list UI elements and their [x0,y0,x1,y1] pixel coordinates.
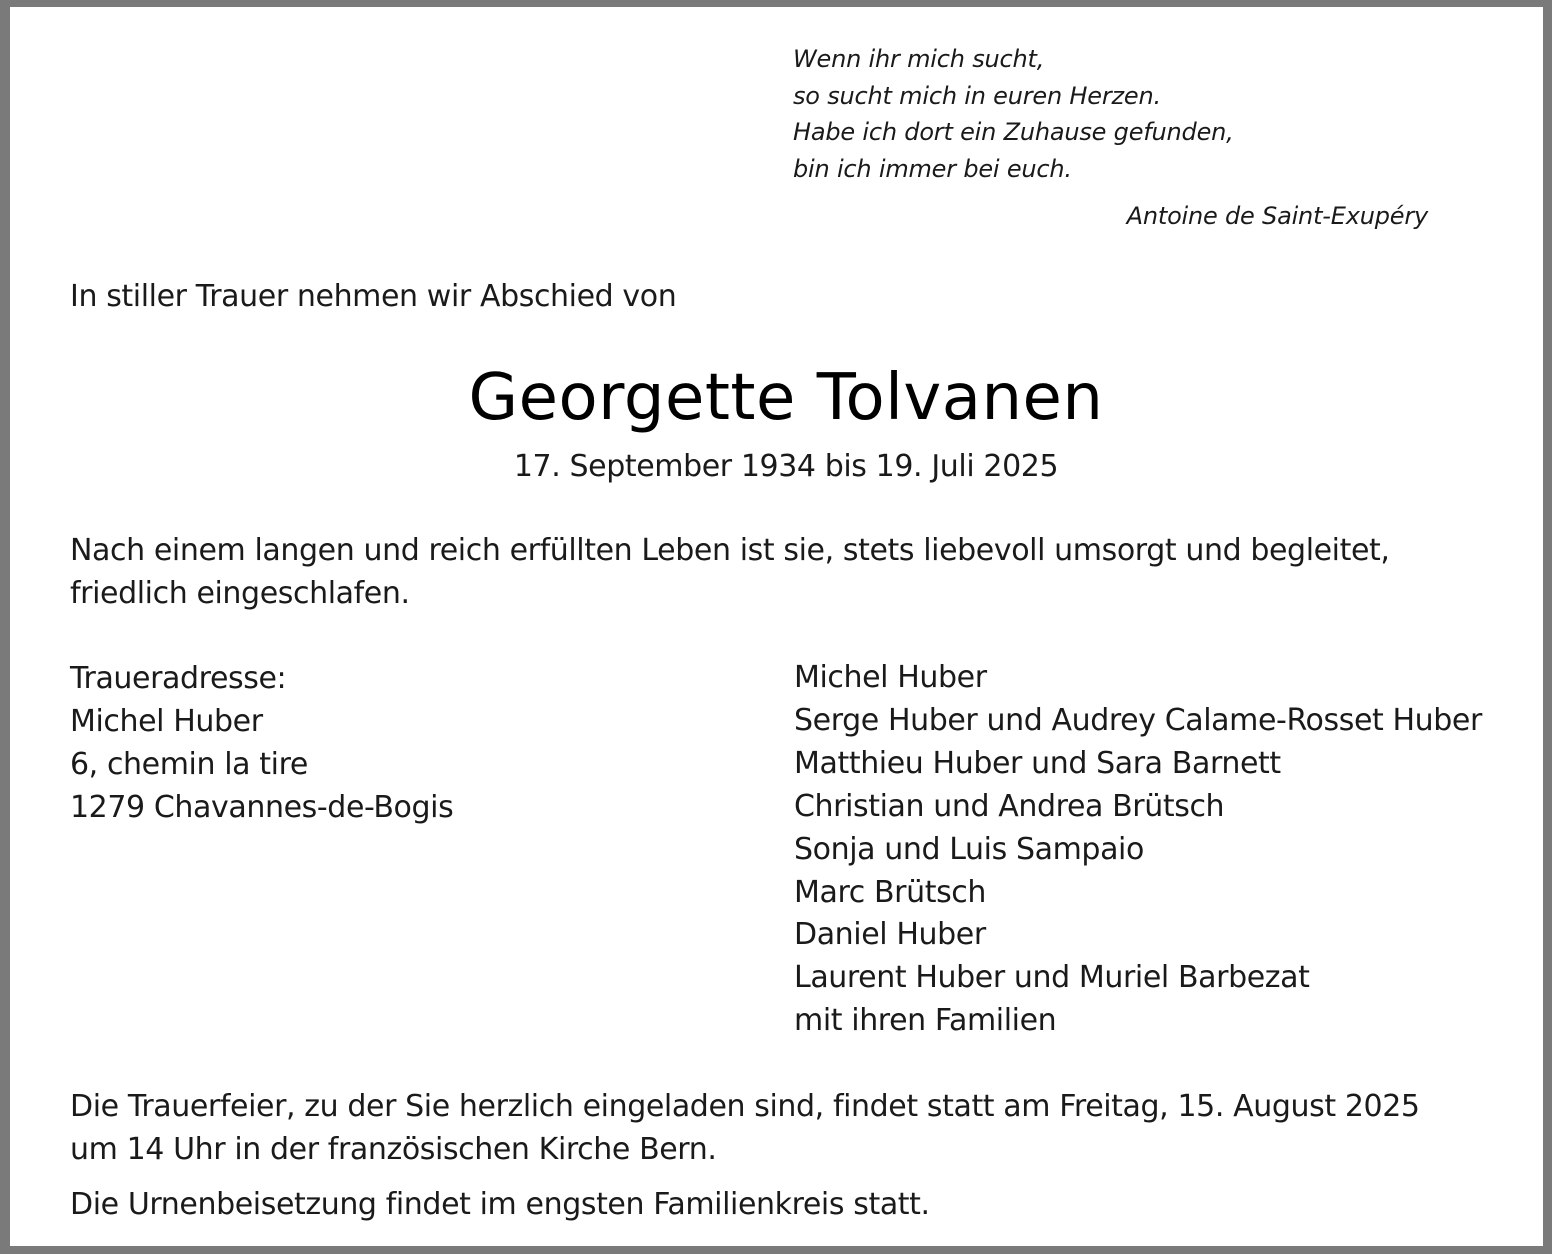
address-city: 1279 Chavannes-de-Bogis [70,790,454,825]
message-line: friedlich eingeschlafen. [70,576,410,611]
address-name: Michel Huber [70,704,263,739]
motto-author: Antoine de Saint-Exupéry [1126,202,1428,230]
motto-line: so sucht mich in euren Herzen. [793,81,1161,110]
deceased-name: Georgette Tolvanen [468,361,1104,435]
intro-text: In stiller Trauer nehmen wir Abschied von [70,279,677,314]
family-member: Marc Brütsch [794,874,987,910]
urn-notice: Die Urnenbeisetzung findet im engsten Familienkreis statt. [70,1187,930,1222]
mourning-address [70,657,453,829]
motto-quote [793,41,1234,187]
address-street: 6, chemin la tire [70,747,308,782]
ceremony-line: um 14 Uhr in der französischen Kirche Bern. [70,1132,717,1167]
obituary-message [70,529,1390,615]
family-member: Christian und Andrea Brütsch [794,788,1225,824]
family-member: Serge Huber und Audrey Calame-Rosset Huber [794,702,1482,738]
motto-line: bin ich immer bei euch. [793,154,1072,183]
family-member: Michel Huber [794,660,987,695]
motto-line: Habe ich dort ein Zuhause gefunden, [793,118,1234,146]
motto-line: Wenn ihr mich sucht, [793,45,1045,73]
family-closing: mit ihren Familien [794,1003,1057,1039]
life-dates: 17. September 1934 bis 19. Juli 2025 [513,449,1059,484]
family-member: Matthieu Huber und Sara Barnett [794,745,1281,781]
family-member: Sonja und Luis Sampaio [794,831,1144,867]
ceremony-line: Die Trauerfeier, zu der Sie herzlich eingeladen sind, findet statt am Freitag, 15. August 2025 [70,1089,1420,1124]
family-list [794,657,1482,1043]
family-member: Laurent Huber und Muriel Barbezat [794,960,1310,996]
address-label: Traueradresse: [70,661,287,696]
message-line: Nach einem langen und reich erfüllten Leben ist sie, stets liebevoll umsorgt und begleitet, [70,533,1390,568]
ceremony-notice [70,1085,1420,1171]
family-member: Daniel Huber [794,917,986,953]
